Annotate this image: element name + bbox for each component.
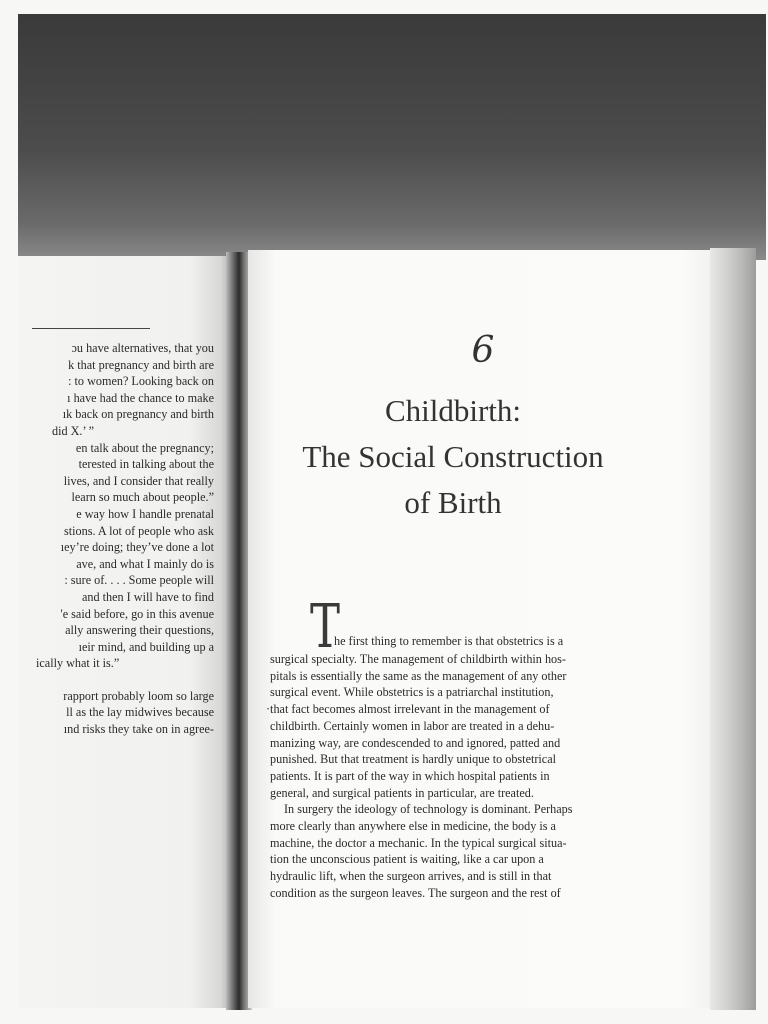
text-line: 'e said before, go in this avenue [60,606,214,621]
left-page [18,256,238,1008]
text-line: did X.’ ” [52,423,95,438]
drop-cap: T [310,592,341,662]
text-line: ·that fact becomes almost irrelevant in the management of [266,702,550,717]
text-line: e way how I handle prenatal [76,506,214,521]
text-line: In surgery the ideology of technology is dominant. Perhaps [284,802,573,817]
chapter-number: 6 [471,330,495,371]
text-line: ll as the lay midwives because [66,705,214,720]
text-line: punished. But that treatment is hardly unique to obstetrical [270,752,557,767]
text-line: machine, the doctor a mechanic. In the typical surgical situa- [270,835,567,850]
text-line: ɔu have alternatives, that you [71,341,214,355]
text-line: general, and surgical patients in particular, are treated. [270,785,534,800]
body-text [266,651,630,902]
text-line: ıey’re doing; they’ve done a lot [60,540,214,555]
text-line: rapport probably loom so large [63,688,214,703]
text-line: ık back on pregnancy and birth [62,407,214,422]
text-line: patients. It is part of the way in which hospital patients in [270,768,550,783]
text-line: more clearly than anywhere else in medicine, the body is a [270,819,556,834]
text-line: hydraulic lift, when the surgeon arrives, and is still in that [270,869,552,884]
page-stack-edge [710,248,756,1010]
chapter-title-line: Childbirth: [384,393,522,428]
left-page-rule [32,328,150,329]
text-line: ınd risks they take on in agree- [63,722,214,737]
text-line: ally answering their questions, [65,623,214,638]
text-line: ı have had the chance to make [67,390,214,405]
text-line: surgical event. While obstetrics is a patriarchal institution, [270,685,554,700]
text-line: surgical specialty. The management of childbirth within hos- [270,652,566,666]
text-line: lives, and I consider that really [63,473,214,488]
text-line: and then I will have to find [82,589,214,604]
chapter-title [248,388,658,526]
text-line: terested in talking about the [78,457,214,472]
text-line: tion the unconscious patient is waiting, like a car upon a [270,852,544,867]
left-page-text [18,340,214,738]
text-line: : sure of. . . . Some people will [64,573,214,588]
right-page [248,250,718,1008]
scan-dark-background [18,14,766,260]
text-line: ıeir mind, and building up a [78,639,214,654]
text-line: condition as the surgeon leaves. The surgeon and the rest of [270,885,561,900]
text-line: stions. A lot of people who ask [64,523,214,538]
chapter-title-line: The Social Construction [302,439,604,474]
text-line: ave, and what I mainly do is [76,556,214,571]
text-line: manizing way, are condescended to and ignored, patted and [270,735,561,750]
text-line: k that pregnancy and birth are [68,357,214,372]
text-line: pitals is essentially the same as the management of any other [270,668,567,683]
text-line: : to women? Looking back on [68,374,214,389]
first-text-line: he first thing to remember is that obstetrics is a [334,634,564,648]
text-line: en talk about the pregnancy; [75,440,214,455]
chapter-title-line: of Birth [404,485,502,520]
text-line: learn so much about people.” [71,490,214,505]
text-line: childbirth. Certainly women in labor are treated in a dehu- [270,718,555,733]
text-line: ically what it is.” [36,656,120,671]
